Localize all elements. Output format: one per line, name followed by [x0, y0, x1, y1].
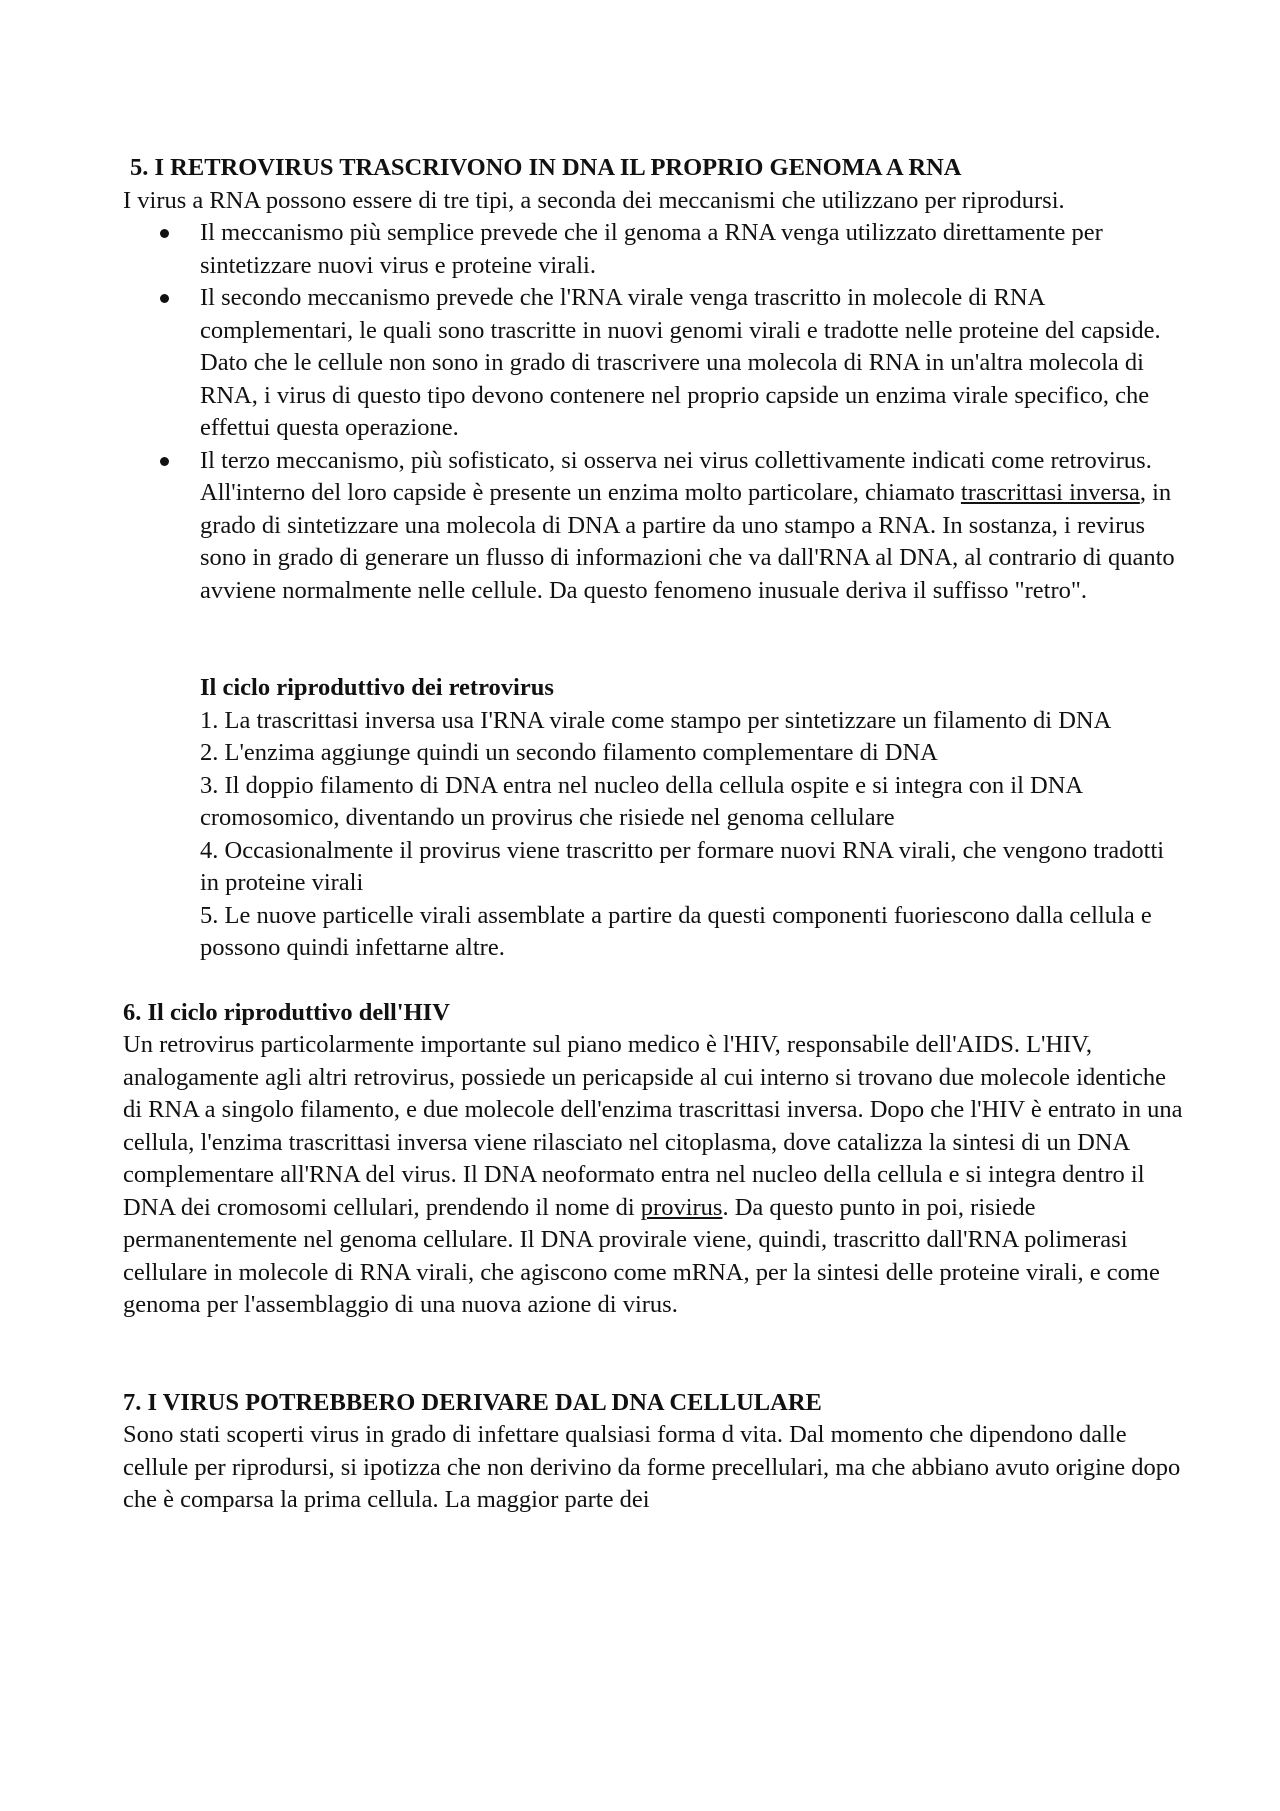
section-7-paragraph: Sono stati scoperti virus in grado di infettare qualsiasi forma d vita. Dal momento che dipendono dalle cellule per riprodursi, si ipotizza che non derivino da forme precellulari, ma che abbiano avuto origine dopo che è comparsa la prima cellula. La maggior parte dei: [123, 1421, 1181, 1513]
spacer: [123, 965, 1183, 997]
cycle-step: 1. La trascrittasi inversa usa I'RNA virale come stampo per sintetizzare un filamento di DNA: [200, 706, 1112, 734]
section-7-heading: 7. I VIRUS POTREBBERO DERIVARE DAL DNA CELLULARE: [123, 1388, 822, 1416]
list-item: [123, 217, 1183, 282]
cycle-heading: Il ciclo riproduttivo dei retrovirus: [200, 674, 554, 701]
document-page: [123, 152, 1183, 1517]
bullet-icon: [160, 229, 169, 238]
section-6-heading: 6. Il ciclo riproduttivo dell'HIV: [123, 998, 450, 1026]
list-item-text-before: Il terzo meccanismo, più sofisticato, si osserva nei virus collettivamente indicati come retrovirus. All'interno del loro capside è presente un enzima molto particolare, chiamato: [200, 446, 1152, 506]
bullet-icon: [160, 457, 169, 466]
cycle-steps: [123, 705, 1183, 965]
cycle-step: 3. Il doppio filamento di DNA entra nel nucleo della cellula ospite e si integra con il DNA cromosomico, diventando un provirus che risiede nel genoma cellulare: [200, 771, 1082, 831]
mechanisms-list: [123, 217, 1183, 607]
list-item-text: Il secondo meccanismo prevede che l'RNA virale venga trascritto in molecole di RNA complementari, le quali sono trascritte in nuovi genomi virali e tradotte nelle proteine del capside. Dato che le cellule non sono in grado di trascrivere una molecola di RNA in un'altra molecola di RNA, i virus di questo tipo devono contenere nel proprio capside un enzima virale specifico, che effettui questa operazione.: [200, 284, 1161, 441]
list-item-text: Il meccanismo più semplice prevede che il genoma a RNA venga utilizzato direttamente per sintetizzare nuovi virus e proteine virali.: [200, 219, 1103, 279]
section-5-intro: I virus a RNA possono essere di tre tipi, a seconda dei meccanismi che utilizzano per riprodursi.: [123, 186, 1065, 214]
section-5-heading: 5. I RETROVIRUS TRASCRIVONO IN DNA IL PROPRIO GENOMA A RNA: [130, 154, 962, 181]
cycle-step: 2. L'enzima aggiunge quindi un secondo filamento complementare di DNA: [200, 739, 938, 766]
cycle-step: 4. Occasionalmente il provirus viene trascritto per formare nuovi RNA virali, che vengono tradotti in proteine virali: [200, 836, 1165, 896]
provirus-term: provirus: [640, 1193, 723, 1221]
bullet-icon: [160, 294, 169, 303]
list-item-text-after: , in grado di sintetizzare una molecola di DNA a partire da uno stampo a RNA. In sostanza, i revirus sono in grado di generare un flusso di informazioni che va dall'RNA al DNA, al contrario di quanto avviene normalmente nelle cellule. Da questo fenomeno inusuale deriva il suffisso "retro".: [200, 479, 1175, 604]
trascrittasi-inversa-term: trascrittasi inversa: [960, 479, 1140, 506]
cycle-step: 5. Le nuove particelle virali assemblate a partire da questi componenti fuoriescono dalla cellula e possono quindi infettarne altre.: [200, 901, 1152, 961]
section-6-text-before: Un retrovirus particolarmente importante sul piano medico è l'HIV, responsabile dell'AIDS. L'HIV, analogamente agli altri retrovirus, possiede un pericapside al cui interno si trovano due molecole identiche di RNA a singolo filamento, e due molecole dell'enzima trascrittasi inversa. Dopo che l'HIV è entrato in una cellula, l'enzima trascrittasi inversa viene rilasciato nel citoplasma, dove catalizza la sintesi di un DNA complementare all'RNA del virus. Il DNA neoformato entra nel nucleo della cellula e si integra dentro il DNA dei cromosomi cellulari, prendendo il nome di: [123, 1031, 1183, 1221]
list-item: [123, 445, 1183, 608]
section-6-paragraph: [123, 1029, 1183, 1322]
spacer: [123, 607, 1183, 672]
spacer: [123, 1322, 1183, 1387]
section-6-text-after: . Da questo punto in poi, risiede permanentemente nel genoma cellulare. Il DNA provirale viene, quindi, trascritto dall'RNA polimerasi cellulare in molecole di RNA virali, che agiscono come mRNA, per la sintesi delle proteine virali, e come genoma per l'assemblaggio di una nuova azione di virus.: [123, 1193, 1160, 1318]
list-item: [123, 282, 1183, 445]
